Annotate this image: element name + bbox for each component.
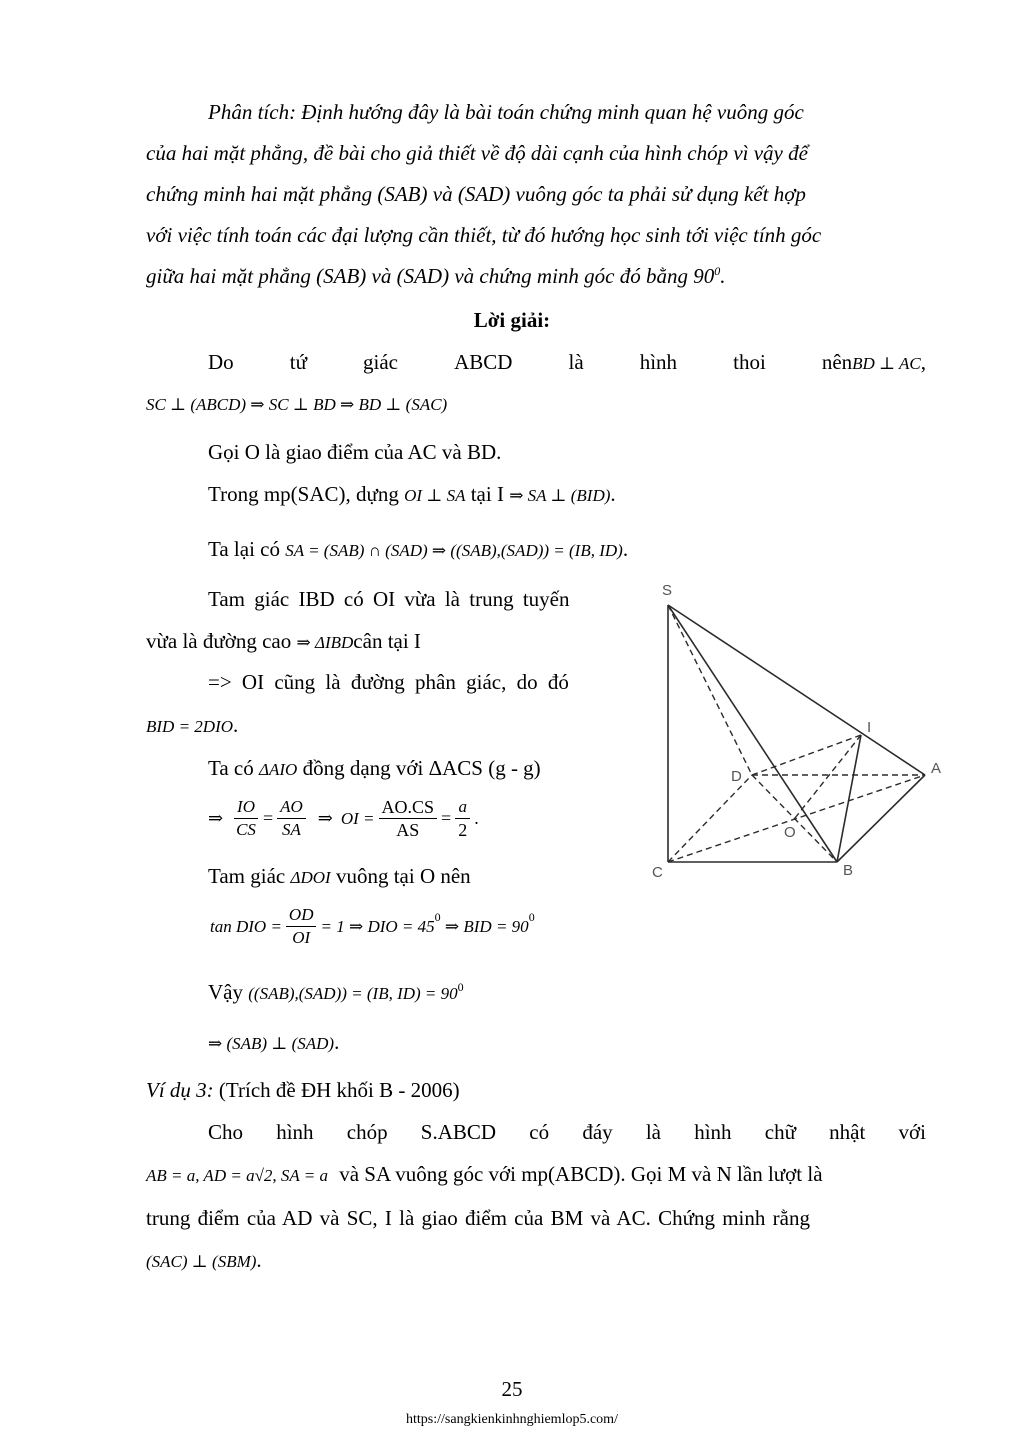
step5-line3: => OI cũng là đường phân giác, do đó [208,670,569,694]
step7-line1 [208,864,471,889]
step2-line: Gọi O là giao điểm của AC và BD. [208,440,502,464]
step4-end: . [622,537,629,561]
example3-line4-end: . [256,1248,262,1272]
step6-frac4-num: a [455,796,470,819]
step1-word-5: là [568,350,584,374]
example3-line2 [146,1162,823,1187]
step5-line4 [146,713,238,738]
edge-SB [668,605,837,862]
example3-line3: trung điểm của AD và SC, I là giao điểm của BM và AC. Chứng minh rằng [146,1206,810,1230]
step6-eq1: = [262,808,274,828]
step6-frac1-num: IO [234,796,258,819]
step5-line4-end: . [233,713,239,737]
example3-line1 [208,1120,926,1145]
step8-line1 [208,980,464,1005]
step3-line [208,482,616,507]
solution-title: Lời giải: [473,308,551,332]
step7-sup1: 0 [434,910,441,924]
step7-rest2: ⇒ BID = 90 [440,916,529,936]
step6-frac2 [277,796,306,841]
example3-header [146,1078,460,1103]
step8-line2-end: . [334,1030,340,1054]
label-B: B [843,862,854,879]
step1-end [822,350,926,375]
example3-word-4: S.ABCD [420,1120,497,1144]
step3-formula1: OI ⊥ SA [404,486,466,505]
step7-rest1: = 1 ⇒ DIO = 45 [320,916,435,936]
analysis-last-sup: 0 [714,264,721,278]
step1-word-6: hình [639,350,678,374]
analysis-line-5 [146,264,725,289]
step6-end: . [474,808,479,828]
step3-middle: tại I [470,482,504,506]
example3-label: Ví dụ 3: [146,1078,214,1102]
step1-nen: nên [821,350,853,374]
example3-word-7: là [645,1120,661,1144]
figure-edges [668,605,925,862]
analysis-last-text: giữa hai mặt phẳng (SAB) và (SAD) và chứng minh góc đó bằng 90 [146,264,715,288]
example3-word-11: với [898,1120,926,1144]
footer-url[interactable]: https://sangkienkinhnghiemlop5.com/ [406,1412,618,1427]
label-S: S [662,582,673,599]
analysis-line-1 [208,100,926,125]
step6-eq2: = [441,808,452,828]
step7-tri: ΔDOI [290,868,331,887]
step6-frac1-den: CS [236,820,256,839]
step6-line1 [208,756,541,781]
step5-line1-text: Tam giác IBD có OI vừa là trung tuyến [208,587,570,611]
step5-line2 [146,629,421,654]
step6-middle: đồng dạng với [302,756,424,780]
step6-frac2-den: SA [281,820,301,839]
step6-line2 [208,796,479,841]
step4-formula: SA = (SAB) ∩ (SAD) ⇒ ((SAB),(SAD)) = (IB, ID) [285,541,623,560]
example3-word-8: hình [694,1120,732,1144]
step7-tan: tan DIO = [210,916,282,936]
analysis-last-end: . [720,264,726,288]
example3-word-5: có [529,1120,550,1144]
step6-frac3 [379,796,438,841]
figure-hidden-edges [668,605,925,862]
analysis-line-1-text: Phân tích: Định hướng đây là bài toán chứng minh quan hệ vuông góc [208,100,804,124]
example3-source: (Trích đề ĐH khối B - 2006) [218,1078,460,1102]
step3-formula2: ⇒ SA ⊥ (BID) [509,486,611,505]
step7-frac-den: OI [292,928,311,947]
step1-comma: , [920,350,926,374]
step6-frac4-den: 2 [458,820,468,840]
edge-SD [668,605,752,775]
example3-line2-text: và SA vuông góc với mp(ABCD). Gọi M và N lần lượt là [339,1162,823,1186]
step3-prefix: Trong mp(SAC), dựng [208,482,399,506]
label-C: C [652,864,663,881]
step4-line [208,537,628,562]
edge-SA [668,605,925,775]
page-number: 25 [501,1377,523,1401]
edge-CD [668,775,752,862]
label-A: A [931,760,942,777]
step5-line2-suffix: cân tại I [353,629,421,653]
label-D: D [731,768,742,785]
example3-word-1: Cho [208,1120,244,1144]
step7-sup2: 0 [528,910,535,924]
example3-word-6: đáy [582,1120,613,1144]
example3-line4 [146,1248,262,1273]
step5-line1 [208,587,610,612]
step8-sup: 0 [457,980,464,994]
step6-frac1 [233,796,259,841]
step7-suffix: vuông tại O nên [335,864,471,888]
step1-word-1: Do [208,350,234,374]
step6-arrow2: ⇒ [317,808,333,828]
analysis-line-4: với việc tính toán các đại lượng cần thiết, từ đó hướng học sinh tới việc tính góc [146,223,822,247]
edge-CA [668,775,925,862]
example3-word-9: chữ [764,1120,796,1144]
analysis-line-3: chứng minh hai mặt phẳng (SAB) và (SAD) vuông góc ta phải sử dụng kết hợp [146,182,806,206]
step5-line2-formula: ⇒ ΔIBD [296,633,354,652]
step3-end: . [610,482,616,506]
step1-formula: BD ⊥ AC [852,354,921,373]
edge-DB [752,775,837,862]
step1-word-3: giác [363,350,398,374]
step7-line2 [210,904,535,949]
step6-frac3-den: AS [396,820,420,840]
example3-line4-formula: (SAC) ⊥ (SBM) [146,1252,257,1271]
step6-tri2: ΔACS (g - g) [428,756,541,780]
step8-line2-formula: ⇒ (SAB) ⊥ (SAD) [208,1034,335,1053]
pyramid-figure [640,575,960,885]
step1-line2: SC ⊥ (ABCD) ⇒ SC ⊥ BD ⇒ BD ⊥ (SAC) [146,395,448,414]
step5-line2-prefix: vừa là đường cao [146,629,292,653]
step7-frac [286,904,317,949]
step6-frac3-num: AO.CS [379,796,438,819]
example3-formula: AB = a, AD = a√2, SA = a [146,1166,328,1185]
step7-prefix: Tam giác [208,864,286,888]
step8-formula: ((SAB),(SAD)) = (IB, ID) = 90 [248,984,458,1003]
step6-prefix: Ta có [208,756,254,780]
step6-tri1: ΔAIO [259,760,298,779]
step6-oi: OI = [340,808,375,828]
step1-word-7: thoi [733,350,766,374]
step6-frac2-num: AO [277,796,306,819]
step1-word-4: ABCD [454,350,513,374]
label-O: O [784,824,796,841]
step1-line1 [208,350,926,375]
step6-arrow1: ⇒ [208,808,224,828]
example3-word-2: hình [276,1120,314,1144]
step8-prefix: Vậy [208,980,243,1004]
step5-line4-formula: BID = 2DIO [146,717,234,736]
example3-word-3: chóp [346,1120,388,1144]
step8-line2 [208,1030,339,1055]
step1-word-2: tứ [289,350,307,374]
step6-frac4 [455,796,470,841]
step4-prefix: Ta lại có [208,537,280,561]
example3-word-10: nhật [829,1120,866,1144]
analysis-line-2: của hai mặt phẳng, đề bài cho giả thiết về độ dài cạnh của hình chóp vì vậy để [146,141,808,165]
label-I: I [867,719,872,736]
step7-frac-num: OD [286,904,317,927]
